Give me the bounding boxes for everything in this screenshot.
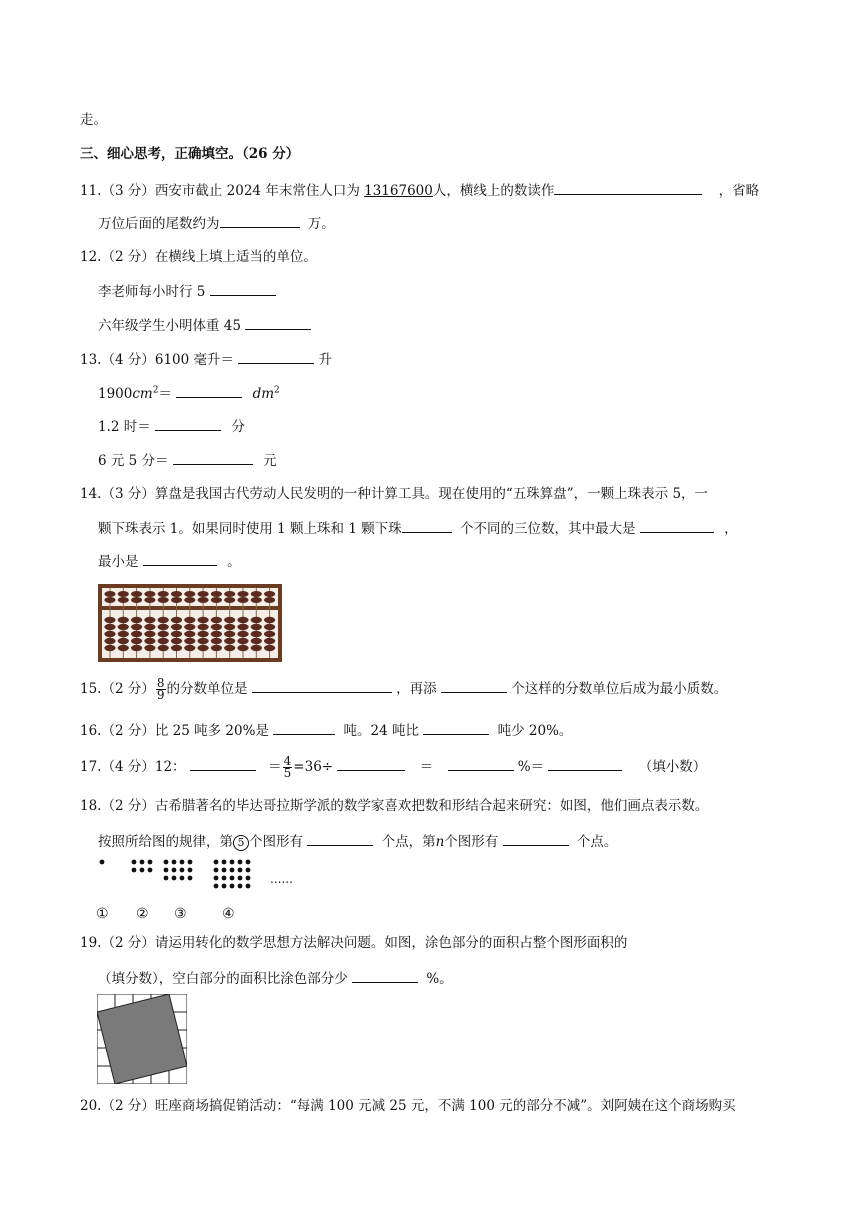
abacus-lower-bead: [158, 624, 169, 630]
blank-16a[interactable]: [273, 720, 335, 735]
abacus-lower-bead: [198, 638, 209, 644]
pattern-dot: [172, 868, 177, 873]
abacus-upper-bead: [104, 597, 115, 603]
question-16: 16.（2 分）比 25 吨多 20%是 吨。24 吨比 吨少 20%。: [80, 720, 572, 741]
abacus-lower-bead: [144, 631, 155, 637]
abacus-lower-bead: [264, 638, 275, 644]
abacus-upper-bead: [131, 591, 142, 597]
question-14-line2: 颗下珠表示 1。如果同时使用 1 颗上珠和 1 颗下珠 个不同的三位数，其中最大是 ，: [98, 518, 780, 539]
abacus-lower-bead: [237, 638, 248, 644]
pattern-dot: [214, 876, 219, 881]
pattern-dot: [164, 876, 169, 881]
pattern-dot: [246, 860, 251, 865]
pattern-dot: [246, 876, 251, 881]
question-19: 19.（2 分）请运用转化的数学思想方法解决问题。如图，涂色部分的面积占整个图形面积的: [80, 935, 628, 951]
pattern-dot: [180, 860, 185, 865]
abacus-lower-bead: [104, 638, 115, 644]
abacus-upper-bead: [251, 591, 262, 597]
blank-12a[interactable]: [210, 281, 276, 296]
blank-11a[interactable]: [554, 180, 702, 195]
abacus-upper-bead: [198, 597, 209, 603]
shaded-region: [97, 994, 187, 1084]
abacus-lower-bead: [171, 645, 182, 651]
label-2: ②: [136, 906, 149, 922]
abacus-lower-bead: [118, 645, 129, 651]
pattern-dot: [222, 876, 227, 881]
abacus-lower-bead: [211, 617, 222, 623]
blank-13b[interactable]: [176, 383, 242, 398]
blank-17a[interactable]: [190, 756, 256, 771]
pattern-dot: [188, 860, 193, 865]
pattern-dot: [164, 860, 169, 865]
abacus-lower-bead: [251, 617, 262, 623]
blank-19[interactable]: [352, 968, 418, 983]
abacus-lower-bead: [251, 645, 262, 651]
fraction-8-9: $\frac{8}{9}$: [156, 676, 165, 702]
abacus-lower-bead: [131, 631, 142, 637]
abacus-upper-bead: [251, 597, 262, 603]
abacus-lower-bead: [198, 645, 209, 651]
abacus-lower-bead: [211, 638, 222, 644]
question-11: 11.（3 分）西安市截止 2024 年末常住人口为 13167600人，横线上的数读作 ，省略: [80, 180, 780, 201]
question-15: 15.（2 分） $\frac{8}{9}$ 的分数单位是 ，再添 个这样的分数单位后成为最小质数。: [80, 676, 728, 702]
blank-13c[interactable]: [155, 416, 221, 431]
abacus-image: [98, 584, 282, 662]
dot-pattern-figure: [90, 856, 293, 928]
pattern-dot: [188, 868, 193, 873]
question-20: 20.（2 分）旺座商场搞促销活动：“每满 100 元减 25 元，不满 100 元的部分不减”。刘阿姨在这个商场购买: [80, 1098, 736, 1114]
abacus-lower-bead: [211, 624, 222, 630]
abacus-lower-bead: [224, 624, 235, 630]
abacus-upper-bead: [237, 591, 248, 597]
abacus-lower-bead: [171, 638, 182, 644]
blank-17d[interactable]: [548, 756, 622, 771]
pattern-dot: [222, 868, 227, 873]
abacus-lower-bead: [144, 645, 155, 651]
blank-14c[interactable]: [143, 551, 217, 566]
question-14: 14.（3 分）算盘是我国古代劳动人民发明的一种计算工具。现在使用的“五珠算盘”，一颗上珠表示 5，一: [80, 486, 709, 502]
abacus-lower-bead: [237, 645, 248, 651]
abacus-lower-bead: [251, 631, 262, 637]
question-17: 17.（4 分）12： ＝ $\frac{4}{5}$ =36÷ ＝ %＝ （填小数）: [80, 754, 707, 780]
abacus-lower-bead: [237, 631, 248, 637]
abacus-upper-bead: [144, 591, 155, 597]
abacus-upper-bead: [184, 597, 195, 603]
abacus-upper-bead: [171, 597, 182, 603]
abacus-lower-bead: [131, 624, 142, 630]
abacus-upper-bead: [224, 591, 235, 597]
abacus-lower-bead: [118, 624, 129, 630]
pattern-dot: [246, 884, 251, 889]
abacus-upper-bead: [171, 591, 182, 597]
pattern-dot: [140, 868, 145, 873]
circled-5: 5: [233, 835, 249, 851]
abacus-lower-bead: [264, 624, 275, 630]
pattern-dot: [132, 860, 137, 865]
blank-18b[interactable]: [503, 831, 569, 846]
abacus-upper-bead: [198, 591, 209, 597]
abacus-lower-bead: [184, 645, 195, 651]
blank-14b[interactable]: [640, 518, 714, 533]
abacus-upper-bead: [264, 591, 275, 597]
abacus-lower-bead: [184, 624, 195, 630]
abacus-lower-bead: [264, 631, 275, 637]
pattern-dot: [188, 876, 193, 881]
dots-ellipsis: ......: [270, 872, 293, 886]
pattern-dot: [246, 868, 251, 873]
abacus-lower-bead: [224, 638, 235, 644]
abacus-upper-bead: [104, 591, 115, 597]
population-number: 13167600: [364, 183, 433, 199]
abacus-lower-bead: [171, 624, 182, 630]
pattern-dot: [140, 860, 145, 865]
question-12: 12.（2 分）在横线上填上适当的单位。: [80, 249, 317, 265]
abacus-lower-bead: [144, 624, 155, 630]
pattern-dot: [214, 884, 219, 889]
pattern-dot: [180, 868, 185, 873]
abacus-upper-bead: [264, 597, 275, 603]
abacus-lower-bead: [158, 638, 169, 644]
pattern-dot: [172, 876, 177, 881]
question-12-line1: 李老师每小时行 5: [98, 281, 276, 302]
question-13-line2: $1900cm^2= dm^2$: [98, 383, 280, 404]
abacus-lower-bead: [118, 617, 129, 623]
abacus-lower-bead: [211, 645, 222, 651]
abacus-lower-bead: [104, 617, 115, 623]
abacus-lower-bead: [184, 638, 195, 644]
blank-15b[interactable]: [441, 678, 507, 693]
abacus-upper-bead: [211, 597, 222, 603]
abacus-lower-bead: [198, 617, 209, 623]
pattern-dot: [238, 876, 243, 881]
fraction-4-5: $\frac{4}{5}$: [283, 754, 292, 780]
blank-12b[interactable]: [245, 315, 311, 330]
question-14-line3: 最小是 。: [98, 551, 241, 572]
pattern-dot: [100, 860, 105, 865]
abacus-lower-bead: [144, 638, 155, 644]
abacus-lower-bead: [171, 631, 182, 637]
abacus-lower-bead: [237, 624, 248, 630]
blank-13a[interactable]: [238, 349, 314, 364]
abacus-lower-bead: [198, 624, 209, 630]
blank-18a[interactable]: [307, 831, 373, 846]
blank-15a[interactable]: [252, 678, 392, 693]
question-13: 13.（4 分）6100 毫升＝ 升: [80, 349, 332, 370]
question-12-line2: 六年级学生小明体重 45: [98, 315, 311, 336]
abacus-lower-bead: [104, 631, 115, 637]
abacus-lower-bead: [184, 631, 195, 637]
question-13-line3: 1.2 时＝ 分: [98, 416, 245, 437]
blank-17b[interactable]: [337, 756, 405, 771]
label-3: ③: [174, 906, 187, 922]
abacus-upper-bead: [158, 597, 169, 603]
dot-pattern-svg: [90, 856, 290, 912]
abacus-lower-bead: [158, 631, 169, 637]
abacus-upper-bead: [144, 597, 155, 603]
blank-13d[interactable]: [173, 450, 253, 465]
shaded-square-grid: [97, 994, 187, 1084]
pattern-dot: [164, 868, 169, 873]
pattern-dot: [238, 868, 243, 873]
abacus-lower-bead: [251, 638, 262, 644]
abacus-lower-bead: [264, 617, 275, 623]
abacus-lower-bead: [198, 631, 209, 637]
abacus-lower-bead: [131, 638, 142, 644]
abacus-lower-bead: [237, 617, 248, 623]
abacus-lower-bead: [144, 617, 155, 623]
pattern-dot: [222, 860, 227, 865]
pattern-dot: [180, 876, 185, 881]
abacus-lower-bead: [118, 638, 129, 644]
abacus-lower-bead: [224, 617, 235, 623]
abacus-lower-bead: [184, 617, 195, 623]
abacus-lower-bead: [131, 645, 142, 651]
continued-text: 走。: [80, 112, 107, 128]
blank-16b[interactable]: [423, 720, 489, 735]
pattern-dot: [132, 868, 137, 873]
abacus-upper-bead: [211, 591, 222, 597]
abacus-lower-bead: [104, 624, 115, 630]
abacus-lower-bead: [224, 631, 235, 637]
abacus-lower-bead: [104, 645, 115, 651]
abacus-lower-bead: [131, 617, 142, 623]
abacus-lower-bead: [211, 631, 222, 637]
pattern-dot: [238, 884, 243, 889]
question-18: 18.（2 分）古希腊著名的毕达哥拉斯学派的数学家喜欢把数和形结合起来研究：如图，他们画点表示数。: [80, 798, 709, 814]
abacus-upper-bead: [118, 597, 129, 603]
pattern-dot: [222, 884, 227, 889]
blank-11b[interactable]: [220, 213, 300, 228]
pattern-dot: [214, 868, 219, 873]
pattern-dot: [238, 860, 243, 865]
blank-14a[interactable]: [402, 518, 452, 533]
abacus-lower-bead: [118, 631, 129, 637]
question-13-line4: 6 元 5 分＝ 元: [98, 450, 277, 471]
abacus-lower-bead: [224, 645, 235, 651]
abacus-upper-bead: [158, 591, 169, 597]
question-19-line2: （填分数），空白部分的面积比涂色部分少 %。: [98, 968, 453, 989]
abacus-lower-bead: [171, 617, 182, 623]
pattern-dot: [230, 884, 235, 889]
pattern-dot: [230, 868, 235, 873]
abacus-upper-bead: [118, 591, 129, 597]
pattern-dot: [230, 860, 235, 865]
question-18-line2: 按照所给图的规律，第 5 个图形有 个点，第n个图形有 个点。: [98, 831, 617, 852]
abacus-lower-bead: [158, 645, 169, 651]
question-11-cont: 万位后面的尾数约为 万。: [98, 213, 335, 234]
abacus-upper-bead: [131, 597, 142, 603]
abacus-upper-bead: [237, 597, 248, 603]
pattern-dot: [230, 876, 235, 881]
pattern-dot: [172, 860, 177, 865]
abacus-lower-bead: [251, 624, 262, 630]
label-4: ④: [222, 906, 235, 922]
pattern-dot: [148, 868, 153, 873]
section-heading: 三、细心思考，正确填空。（26 分）: [80, 146, 300, 162]
pattern-dot: [148, 860, 153, 865]
abacus-lower-bead: [264, 645, 275, 651]
label-1: ①: [96, 906, 109, 922]
abacus-lower-bead: [158, 617, 169, 623]
pattern-dot: [214, 860, 219, 865]
abacus-upper-bead: [224, 597, 235, 603]
abacus-upper-bead: [184, 591, 195, 597]
blank-17c[interactable]: [448, 756, 514, 771]
